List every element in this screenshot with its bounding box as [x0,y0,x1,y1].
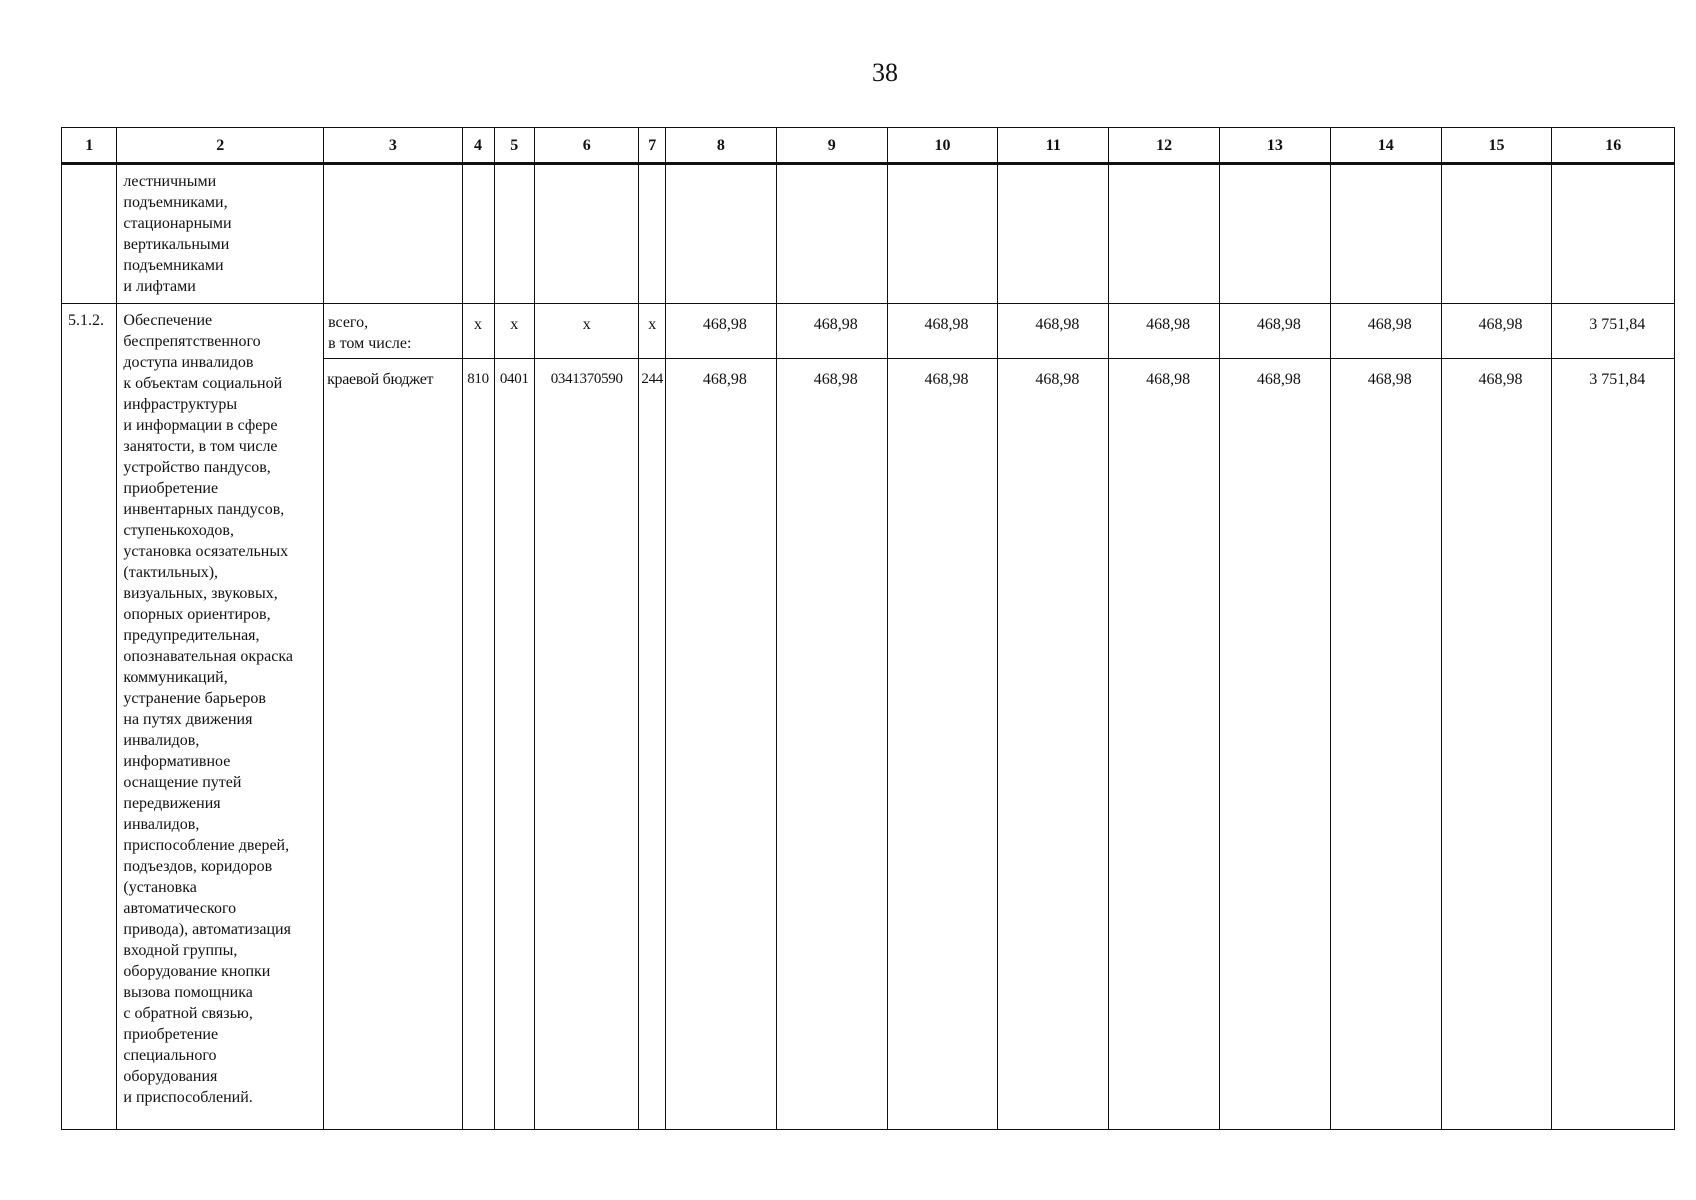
empty-cell [1552,164,1675,304]
source-cell [324,359,463,1130]
code-value: х [582,316,591,333]
empty-cell [324,164,463,304]
empty-cell [1220,164,1331,304]
page-number: 38 [872,58,898,87]
total-row [62,304,1675,359]
header-cell: 4 [462,128,494,164]
empty-cell [998,164,1109,304]
empty-cell [1441,164,1552,304]
code-cell [535,304,639,359]
amount-value: 468,98 [702,316,747,333]
amount-value: 468,98 [1478,371,1523,388]
amount-value: 468,98 [1367,316,1412,333]
amount-value: 468,98 [1035,371,1080,388]
code-value: 244 [641,371,664,387]
funding-source: краевой бюджет [327,371,434,388]
amount-cell [998,304,1109,359]
amount-cell [887,359,998,1130]
code-cell [494,359,534,1130]
row-number: 5.1.2. [68,312,104,329]
amount-value: 468,98 [1367,371,1412,388]
row-number [62,165,116,171]
code-cell [535,359,639,1130]
amount-cell [1330,359,1441,1130]
amount-value: 468,98 [1256,371,1301,388]
code-cell [494,304,534,359]
item-name-cell [117,164,324,304]
amount-cell [1220,304,1331,359]
code-cell [462,359,494,1130]
header-cell: 6 [535,128,639,164]
amount-value: 468,98 [813,371,858,388]
empty-cell [776,164,887,304]
empty-cell [535,164,639,304]
header-cell: 8 [666,128,777,164]
header-cell: 16 [1552,128,1675,164]
amount-cell [1441,359,1552,1130]
amount-cell [998,359,1109,1130]
amount-value: 468,98 [702,371,747,388]
amount-cell [1330,304,1441,359]
empty-cell [639,164,666,304]
code-cell [639,359,666,1130]
row-number-cell [62,304,117,1130]
amount-value: 468,98 [1146,316,1191,333]
code-value: х [510,316,519,333]
amount-total-value: 3 751,84 [1589,316,1646,333]
code-cell [639,304,666,359]
amount-value: 468,98 [813,316,858,333]
header-cell: 12 [1109,128,1220,164]
item-name-cell [117,304,324,1130]
amount-value: 468,98 [1478,316,1523,333]
amount-cell [887,304,998,359]
amount-cell [1109,359,1220,1130]
funding-source: всего, в том числе: [328,314,412,352]
source-cell [324,304,463,359]
empty-cell [666,164,777,304]
code-value: х [474,316,483,333]
amount-total-cell [1552,359,1675,1130]
amount-cell [776,359,887,1130]
header-cell: 10 [887,128,998,164]
header-cell: 3 [324,128,463,164]
header-row [62,128,1675,164]
code-value: 810 [467,371,489,387]
amount-value: 468,98 [1146,371,1191,388]
amount-total-value: 3 751,84 [1589,371,1646,388]
amount-value: 468,98 [1035,316,1080,333]
header-cell: 11 [998,128,1109,164]
row-number-cell [62,164,117,304]
amount-value: 468,98 [1256,316,1301,333]
header-cell: 5 [494,128,534,164]
header-cell: 1 [62,128,117,164]
amount-cell [776,304,887,359]
item-name: лестничными подъемниками, стационарными вертикальными подъемниками и лифтами [123,173,232,295]
empty-cell [1109,164,1220,304]
code-value: 0341370590 [550,371,623,387]
amount-cell [1441,304,1552,359]
code-value: 0401 [499,371,529,387]
header-cell: 9 [776,128,887,164]
amount-cell [666,304,777,359]
amount-value: 468,98 [924,316,969,333]
header-cell: 13 [1220,128,1331,164]
amount-value: 468,98 [924,371,969,388]
header-cell: 2 [117,128,324,164]
empty-cell [1330,164,1441,304]
header-cell: 14 [1330,128,1441,164]
code-value: х [648,316,657,333]
empty-cell [494,164,534,304]
header-cell: 15 [1441,128,1552,164]
empty-cell [887,164,998,304]
amount-cell [666,359,777,1130]
empty-cell [462,164,494,304]
code-cell [462,304,494,359]
amount-cell [1109,304,1220,359]
amount-total-cell [1552,304,1675,359]
continuation-row [62,164,1675,304]
header-cell: 7 [639,128,666,164]
program-table [61,127,1675,1130]
item-name: Обеспечение беспрепятственного доступа инвалидов к объектам социальной инфраструктуры и информации в сфере занятости, в том числе устройство пандусов, приобретение инвентарных пандусов, ступенькоходов, установка осязательных (тактильных), визуальных, звуковых, опорных ориентиров, предупредительная, опознавательная окраска коммуникаций, устранение барьеров на путях движения инвалидов, информативное оснащение путей передвижения инвалидов, приспособление дверей, подъездов, коридоров (установка автоматического привода), автоматизация входной группы, оборудование кнопки вызова помощника с обратной связью, приобретение специального оборудования и приспособлений. [123,312,293,1106]
amount-cell [1220,359,1331,1130]
